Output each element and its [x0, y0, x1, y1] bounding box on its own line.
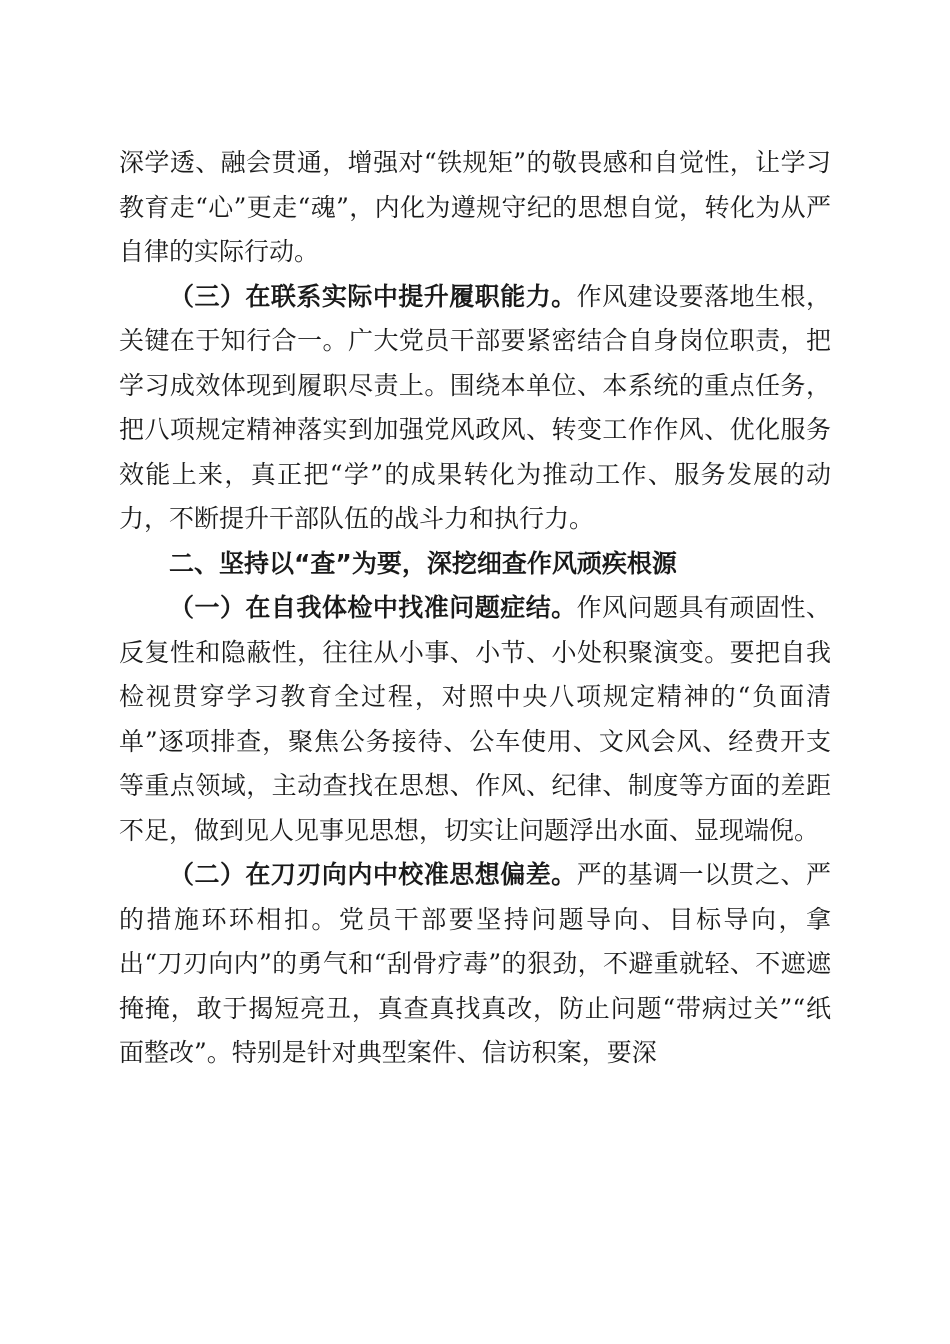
paragraph-lead: （二）在刀刃向内中校准思想偏差。 [169, 860, 577, 889]
paragraph-text: 作风问题具有顽固性、反复性和隐蔽性，往往从小事、小节、小处积聚演变。要把自我检视贯穿学习教育全过程，对照中央八项规定精神的“负面清单”逐项排查，聚焦公务接待、公车使用、文风会风、经费开支等重点领域，主动查找在思想、作风、纪律、制度等方面的差距不足，做到见人见事见思想，切实让问题浮出水面、显现端倪。 [119, 593, 831, 845]
section-heading: 二、坚持以“查”为要，深挖细查作风顽疾根源 [169, 548, 677, 578]
continuation-paragraph [119, 141, 831, 275]
paragraph-3-improve-capability [119, 275, 831, 542]
paragraph-text: 作风建设要落地生根，关键在于知行合一。广大党员干部要紧密结合自身岗位职责，把学习成效体现到履职尽责上。围绕本单位、本系统的重点任务，把八项规定精神落实到加强党风政风、转变工作作风、优化服务效能上来，真正把“学”的成果转化为推动工作、服务发展的动力，不断提升干部队伍的战斗力和执行力。 [119, 281, 831, 533]
paragraph-1-self-check [119, 586, 831, 853]
paragraph-text: 深学透、融会贯通，增强对“铁规矩”的敬畏感和自觉性，让学习教育走“心”更走“魂”，内化为遵规守纪的思想自觉，转化为从严自律的实际行动。 [119, 148, 831, 266]
paragraph-lead: （三）在联系实际中提升履职能力。 [169, 281, 577, 311]
paragraph-2-inward-blade [119, 853, 831, 1076]
body-text [119, 141, 831, 1076]
paragraph-lead: （一）在自我体检中找准问题症结。 [169, 593, 577, 622]
paragraph-text: 严的基调一以贯之、严的措施环环相扣。党员干部要坚持问题导向、目标导向，拿出“刀刃向内”的勇气和“刮骨疗毒”的狠劲，不避重就轻、不遮遮掩掩，敢于揭短亮丑，真查真找真改，防止问题“带病过关”“纸面整改”。特别是针对典型案件、信访积案，要深 [119, 860, 831, 1067]
